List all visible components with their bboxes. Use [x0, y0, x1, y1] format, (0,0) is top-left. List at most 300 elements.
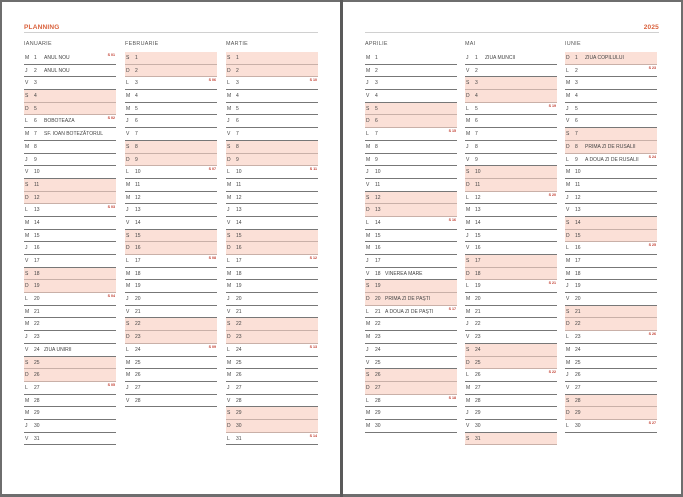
- weekday-letter: L: [126, 346, 129, 353]
- day-number: 20: [575, 296, 581, 303]
- day-row[interactable]: [24, 77, 116, 90]
- day-row[interactable]: [365, 90, 457, 103]
- day-row[interactable]: [226, 154, 318, 167]
- day-number: 9: [575, 156, 578, 163]
- day-row[interactable]: [24, 433, 116, 446]
- day-row[interactable]: [465, 65, 557, 78]
- day-row[interactable]: [125, 154, 217, 167]
- weekday-letter: L: [227, 80, 230, 87]
- day-row[interactable]: [226, 65, 318, 78]
- day-number: 9: [135, 156, 138, 163]
- day-row[interactable]: [125, 318, 217, 331]
- day-row[interactable]: [24, 306, 116, 319]
- weekday-letter: D: [466, 359, 470, 366]
- day-row[interactable]: [226, 179, 318, 192]
- day-number: 3: [34, 80, 37, 87]
- day-row[interactable]: [565, 280, 657, 293]
- day-row[interactable]: [565, 90, 657, 103]
- day-row[interactable]: [125, 242, 217, 255]
- day-row[interactable]: [125, 65, 217, 78]
- day-number: 18: [236, 270, 242, 277]
- day-row[interactable]: [24, 154, 116, 167]
- day-row[interactable]: [24, 382, 116, 395]
- day-row[interactable]: [365, 115, 457, 128]
- weekday-letter: V: [566, 384, 570, 391]
- day-row[interactable]: [125, 268, 217, 281]
- day-row[interactable]: [24, 179, 116, 192]
- day-row[interactable]: [565, 268, 657, 281]
- day-row[interactable]: [365, 255, 457, 268]
- day-row[interactable]: [24, 369, 116, 382]
- day-row[interactable]: [24, 115, 116, 128]
- day-row[interactable]: [226, 217, 318, 230]
- holiday-label: ZIUA UNIRII: [44, 346, 72, 353]
- day-number: 17: [375, 258, 381, 264]
- day-row[interactable]: [465, 407, 557, 420]
- day-row[interactable]: [565, 154, 657, 167]
- day-row[interactable]: [226, 230, 318, 243]
- day-row[interactable]: [24, 166, 116, 179]
- day-row[interactable]: [565, 344, 657, 357]
- day-row[interactable]: [565, 242, 657, 255]
- day-list: [125, 52, 217, 407]
- day-row[interactable]: [125, 280, 217, 293]
- day-row[interactable]: [125, 166, 217, 179]
- day-row[interactable]: [24, 318, 116, 331]
- day-row[interactable]: [465, 344, 557, 357]
- day-number: 19: [475, 283, 481, 290]
- day-row[interactable]: [465, 420, 557, 433]
- day-row[interactable]: [565, 115, 657, 128]
- weekday-letter: M: [227, 181, 232, 188]
- day-row[interactable]: [365, 344, 457, 357]
- day-number: 30: [236, 422, 242, 429]
- weekday-letter: M: [566, 258, 571, 264]
- day-row[interactable]: [125, 344, 217, 357]
- weekday-letter: D: [126, 334, 130, 341]
- day-row[interactable]: [226, 166, 318, 179]
- day-row[interactable]: [226, 382, 318, 395]
- day-row[interactable]: [226, 128, 318, 141]
- weekday-letter: V: [25, 80, 29, 87]
- day-row[interactable]: [365, 52, 457, 65]
- day-number: 4: [236, 93, 239, 100]
- weekday-letter: V: [227, 219, 231, 226]
- day-row[interactable]: [226, 407, 318, 420]
- weekday-letter: D: [126, 245, 130, 252]
- day-row[interactable]: [226, 103, 318, 116]
- day-row[interactable]: [226, 357, 318, 370]
- weekday-letter: D: [366, 207, 370, 214]
- weekday-letter: D: [126, 156, 130, 163]
- day-row[interactable]: [226, 141, 318, 154]
- day-row[interactable]: [125, 293, 217, 306]
- day-row[interactable]: [24, 242, 116, 255]
- weekday-letter: M: [366, 245, 371, 252]
- day-row[interactable]: [226, 90, 318, 103]
- day-row[interactable]: [465, 331, 557, 344]
- day-row[interactable]: [24, 280, 116, 293]
- weekday-letter: V: [366, 270, 370, 277]
- day-row[interactable]: [125, 331, 217, 344]
- day-row[interactable]: [465, 268, 557, 281]
- day-number: 28: [575, 397, 581, 404]
- weekday-letter: D: [566, 55, 570, 61]
- day-row[interactable]: [226, 306, 318, 319]
- day-row[interactable]: [365, 65, 457, 78]
- day-number: 21: [236, 308, 242, 315]
- day-row[interactable]: [125, 217, 217, 230]
- header-divider-right: [365, 32, 659, 33]
- weekday-letter: M: [566, 359, 571, 366]
- weekday-letter: M: [366, 67, 371, 74]
- day-number: 12: [135, 194, 141, 201]
- weekday-letter: L: [25, 207, 28, 214]
- weekday-letter: L: [366, 397, 369, 404]
- day-number: 15: [236, 232, 242, 239]
- day-row[interactable]: [125, 115, 217, 128]
- day-row[interactable]: [226, 77, 318, 90]
- day-row[interactable]: [365, 154, 457, 167]
- weekday-letter: V: [126, 308, 130, 315]
- day-row[interactable]: [565, 318, 657, 331]
- day-row[interactable]: [565, 395, 657, 408]
- day-row[interactable]: [125, 382, 217, 395]
- day-row[interactable]: [125, 255, 217, 268]
- day-number: 17: [475, 258, 481, 264]
- day-row[interactable]: [565, 179, 657, 192]
- day-row[interactable]: [465, 395, 557, 408]
- day-row[interactable]: [365, 268, 457, 281]
- day-row[interactable]: [125, 141, 217, 154]
- day-number: 9: [34, 156, 37, 163]
- day-row[interactable]: [565, 217, 657, 230]
- day-row[interactable]: [365, 420, 457, 433]
- day-row[interactable]: [24, 65, 116, 78]
- day-number: 28: [375, 397, 381, 404]
- day-number: 16: [475, 245, 481, 252]
- holiday-label: ZIUA MUNCII: [485, 55, 516, 61]
- day-row[interactable]: [24, 344, 116, 357]
- day-row[interactable]: [226, 395, 318, 408]
- day-row[interactable]: [465, 154, 557, 167]
- day-row[interactable]: [465, 433, 557, 446]
- day-row[interactable]: [24, 331, 116, 344]
- day-row[interactable]: [24, 357, 116, 370]
- day-row[interactable]: [565, 293, 657, 306]
- weekday-letter: S: [366, 372, 370, 379]
- weekday-letter: L: [25, 118, 28, 125]
- day-row[interactable]: [24, 52, 116, 65]
- day-row[interactable]: [125, 179, 217, 192]
- day-row[interactable]: [24, 204, 116, 217]
- day-row[interactable]: [565, 331, 657, 344]
- week-number: S 20: [548, 192, 556, 197]
- day-number: 16: [236, 245, 242, 252]
- day-row[interactable]: [125, 357, 217, 370]
- day-row[interactable]: [24, 128, 116, 141]
- day-row[interactable]: [465, 103, 557, 116]
- day-row[interactable]: [125, 204, 217, 217]
- day-row[interactable]: [565, 306, 657, 319]
- weekday-letter: V: [366, 181, 370, 188]
- day-row[interactable]: [565, 369, 657, 382]
- day-number: 30: [575, 422, 581, 429]
- day-row[interactable]: [465, 204, 557, 217]
- weekday-letter: L: [566, 156, 569, 163]
- day-row[interactable]: [465, 369, 557, 382]
- day-number: 24: [135, 346, 141, 353]
- day-number: 19: [236, 283, 242, 290]
- day-row[interactable]: [365, 217, 457, 230]
- day-row[interactable]: [365, 166, 457, 179]
- day-row[interactable]: [565, 192, 657, 205]
- day-list: [465, 52, 557, 445]
- weekday-letter: M: [25, 232, 30, 239]
- weekday-letter: L: [466, 283, 469, 290]
- day-number: 11: [236, 181, 242, 188]
- holiday-label: PRIMA ZI DE RUSALII: [585, 143, 636, 150]
- day-row[interactable]: [226, 433, 318, 446]
- weekday-letter: J: [227, 207, 230, 214]
- day-number: 3: [575, 80, 578, 87]
- day-row[interactable]: [465, 192, 557, 205]
- day-number: 31: [475, 435, 481, 442]
- weekday-letter: M: [25, 219, 30, 226]
- weekday-letter: D: [227, 245, 231, 252]
- day-row[interactable]: [226, 52, 318, 65]
- weekday-letter: J: [25, 67, 28, 74]
- day-row[interactable]: [365, 242, 457, 255]
- day-row[interactable]: [226, 344, 318, 357]
- day-row[interactable]: [565, 420, 657, 433]
- day-number: 27: [375, 384, 381, 391]
- day-row[interactable]: [465, 90, 557, 103]
- day-number: 26: [475, 372, 481, 379]
- day-row[interactable]: [226, 318, 318, 331]
- day-number: 7: [34, 131, 37, 138]
- day-row[interactable]: [226, 115, 318, 128]
- weekday-letter: L: [227, 346, 230, 353]
- day-row[interactable]: [24, 407, 116, 420]
- week-number: S 23: [648, 65, 656, 70]
- day-row[interactable]: [365, 369, 457, 382]
- day-number: 6: [575, 118, 578, 125]
- day-row[interactable]: [465, 280, 557, 293]
- day-row[interactable]: [24, 217, 116, 230]
- day-row[interactable]: [24, 420, 116, 433]
- day-row[interactable]: [24, 293, 116, 306]
- day-row[interactable]: [125, 103, 217, 116]
- week-number: S 17: [448, 306, 456, 311]
- day-number: 12: [236, 194, 242, 201]
- weekday-letter: L: [126, 258, 129, 264]
- weekday-letter: D: [466, 270, 470, 277]
- day-row[interactable]: [365, 103, 457, 116]
- day-row[interactable]: [226, 293, 318, 306]
- day-row[interactable]: [465, 318, 557, 331]
- day-row[interactable]: [125, 90, 217, 103]
- day-row[interactable]: [465, 77, 557, 90]
- day-number: 15: [34, 232, 40, 239]
- day-row[interactable]: [24, 141, 116, 154]
- week-number: S 12: [309, 256, 317, 260]
- day-row[interactable]: [24, 230, 116, 243]
- day-row[interactable]: [365, 306, 457, 319]
- day-number: 14: [575, 219, 581, 226]
- day-number: 27: [575, 384, 581, 391]
- day-row[interactable]: [465, 115, 557, 128]
- day-row[interactable]: [125, 306, 217, 319]
- weekday-letter: L: [25, 384, 28, 391]
- weekday-letter: M: [466, 296, 471, 303]
- day-row[interactable]: [365, 395, 457, 408]
- day-row[interactable]: [565, 204, 657, 217]
- weekday-letter: M: [366, 232, 371, 239]
- weekday-letter: J: [227, 384, 230, 391]
- weekday-letter: V: [466, 245, 470, 252]
- day-row[interactable]: [24, 268, 116, 281]
- weekday-letter: M: [126, 194, 131, 201]
- day-number: 29: [236, 410, 242, 417]
- weekday-letter: M: [366, 55, 371, 61]
- weekday-letter: J: [466, 232, 469, 239]
- day-row[interactable]: [565, 255, 657, 268]
- day-number: 1: [575, 55, 578, 61]
- week-number: S 11: [309, 167, 317, 172]
- day-row[interactable]: [465, 255, 557, 268]
- day-row[interactable]: [465, 217, 557, 230]
- weekday-letter: M: [566, 346, 571, 353]
- day-row[interactable]: [226, 192, 318, 205]
- day-number: 7: [236, 131, 239, 138]
- day-row[interactable]: [24, 103, 116, 116]
- day-row[interactable]: [465, 128, 557, 141]
- day-row[interactable]: [365, 293, 457, 306]
- day-row[interactable]: [565, 357, 657, 370]
- day-number: 11: [34, 181, 40, 188]
- day-row[interactable]: [226, 420, 318, 433]
- day-row[interactable]: [465, 179, 557, 192]
- weekday-letter: S: [366, 105, 370, 112]
- day-row[interactable]: [465, 306, 557, 319]
- day-row[interactable]: [226, 255, 318, 268]
- day-row[interactable]: [226, 369, 318, 382]
- day-row[interactable]: [125, 369, 217, 382]
- day-number: 13: [34, 207, 40, 214]
- day-row[interactable]: [565, 166, 657, 179]
- header-divider-left: [24, 32, 318, 33]
- day-number: 27: [135, 384, 141, 391]
- day-row[interactable]: [226, 280, 318, 293]
- day-number: 27: [475, 384, 481, 391]
- day-row[interactable]: [226, 331, 318, 344]
- day-row[interactable]: [365, 204, 457, 217]
- day-row[interactable]: [24, 90, 116, 103]
- weekday-letter: L: [25, 296, 28, 303]
- day-row[interactable]: [365, 141, 457, 154]
- day-row[interactable]: [125, 77, 217, 90]
- weekday-letter: V: [25, 258, 29, 264]
- month-name: IUNIE: [565, 41, 581, 47]
- day-row[interactable]: [365, 230, 457, 243]
- day-row[interactable]: [465, 141, 557, 154]
- weekday-letter: V: [366, 359, 370, 366]
- day-number: 5: [135, 105, 138, 112]
- day-row[interactable]: [365, 128, 457, 141]
- day-row[interactable]: [465, 166, 557, 179]
- weekday-letter: L: [566, 334, 569, 341]
- day-row[interactable]: [365, 192, 457, 205]
- day-row[interactable]: [125, 395, 217, 408]
- day-row[interactable]: [125, 230, 217, 243]
- day-row[interactable]: [24, 192, 116, 205]
- day-row[interactable]: [226, 242, 318, 255]
- weekday-letter: L: [126, 169, 129, 176]
- weekday-letter: S: [25, 359, 29, 366]
- day-row[interactable]: [465, 357, 557, 370]
- week-number: S 19: [548, 103, 556, 108]
- day-number: 2: [475, 67, 478, 74]
- day-row[interactable]: [125, 128, 217, 141]
- day-row[interactable]: [24, 255, 116, 268]
- day-row[interactable]: [565, 141, 657, 154]
- day-row[interactable]: [565, 77, 657, 90]
- day-row[interactable]: [125, 192, 217, 205]
- day-row[interactable]: [24, 395, 116, 408]
- day-number: 4: [475, 93, 478, 100]
- day-number: 13: [135, 207, 141, 214]
- holiday-label: A DOUA ZI DE PAȘTI: [385, 308, 434, 315]
- month-name: FEBRUARIE: [125, 41, 159, 47]
- weekday-letter: M: [366, 422, 371, 429]
- day-row[interactable]: [465, 382, 557, 395]
- weekday-letter: M: [466, 219, 471, 226]
- day-number: 20: [34, 296, 40, 303]
- day-row[interactable]: [226, 268, 318, 281]
- day-row[interactable]: [365, 179, 457, 192]
- day-row[interactable]: [365, 357, 457, 370]
- weekday-letter: S: [227, 410, 231, 417]
- day-row[interactable]: [365, 77, 457, 90]
- day-row[interactable]: [465, 52, 557, 65]
- day-number: 30: [34, 422, 40, 429]
- day-row[interactable]: [565, 52, 657, 65]
- day-row[interactable]: [565, 382, 657, 395]
- day-number: 28: [34, 397, 40, 404]
- day-row[interactable]: [565, 103, 657, 116]
- day-row[interactable]: [125, 52, 217, 65]
- day-row[interactable]: [465, 293, 557, 306]
- day-row[interactable]: [565, 128, 657, 141]
- day-number: 9: [475, 156, 478, 163]
- day-row[interactable]: [465, 230, 557, 243]
- day-row[interactable]: [365, 407, 457, 420]
- day-row[interactable]: [226, 204, 318, 217]
- day-row[interactable]: [365, 318, 457, 331]
- day-row[interactable]: [465, 242, 557, 255]
- day-row[interactable]: [365, 280, 457, 293]
- day-row[interactable]: [565, 65, 657, 78]
- weekday-letter: S: [25, 181, 29, 188]
- holiday-label: ANUL NOU: [44, 55, 70, 61]
- weekday-letter: V: [466, 67, 470, 74]
- day-row[interactable]: [365, 382, 457, 395]
- day-row[interactable]: [365, 331, 457, 344]
- day-row[interactable]: [565, 230, 657, 243]
- day-number: 1: [135, 55, 138, 61]
- day-row[interactable]: [565, 407, 657, 420]
